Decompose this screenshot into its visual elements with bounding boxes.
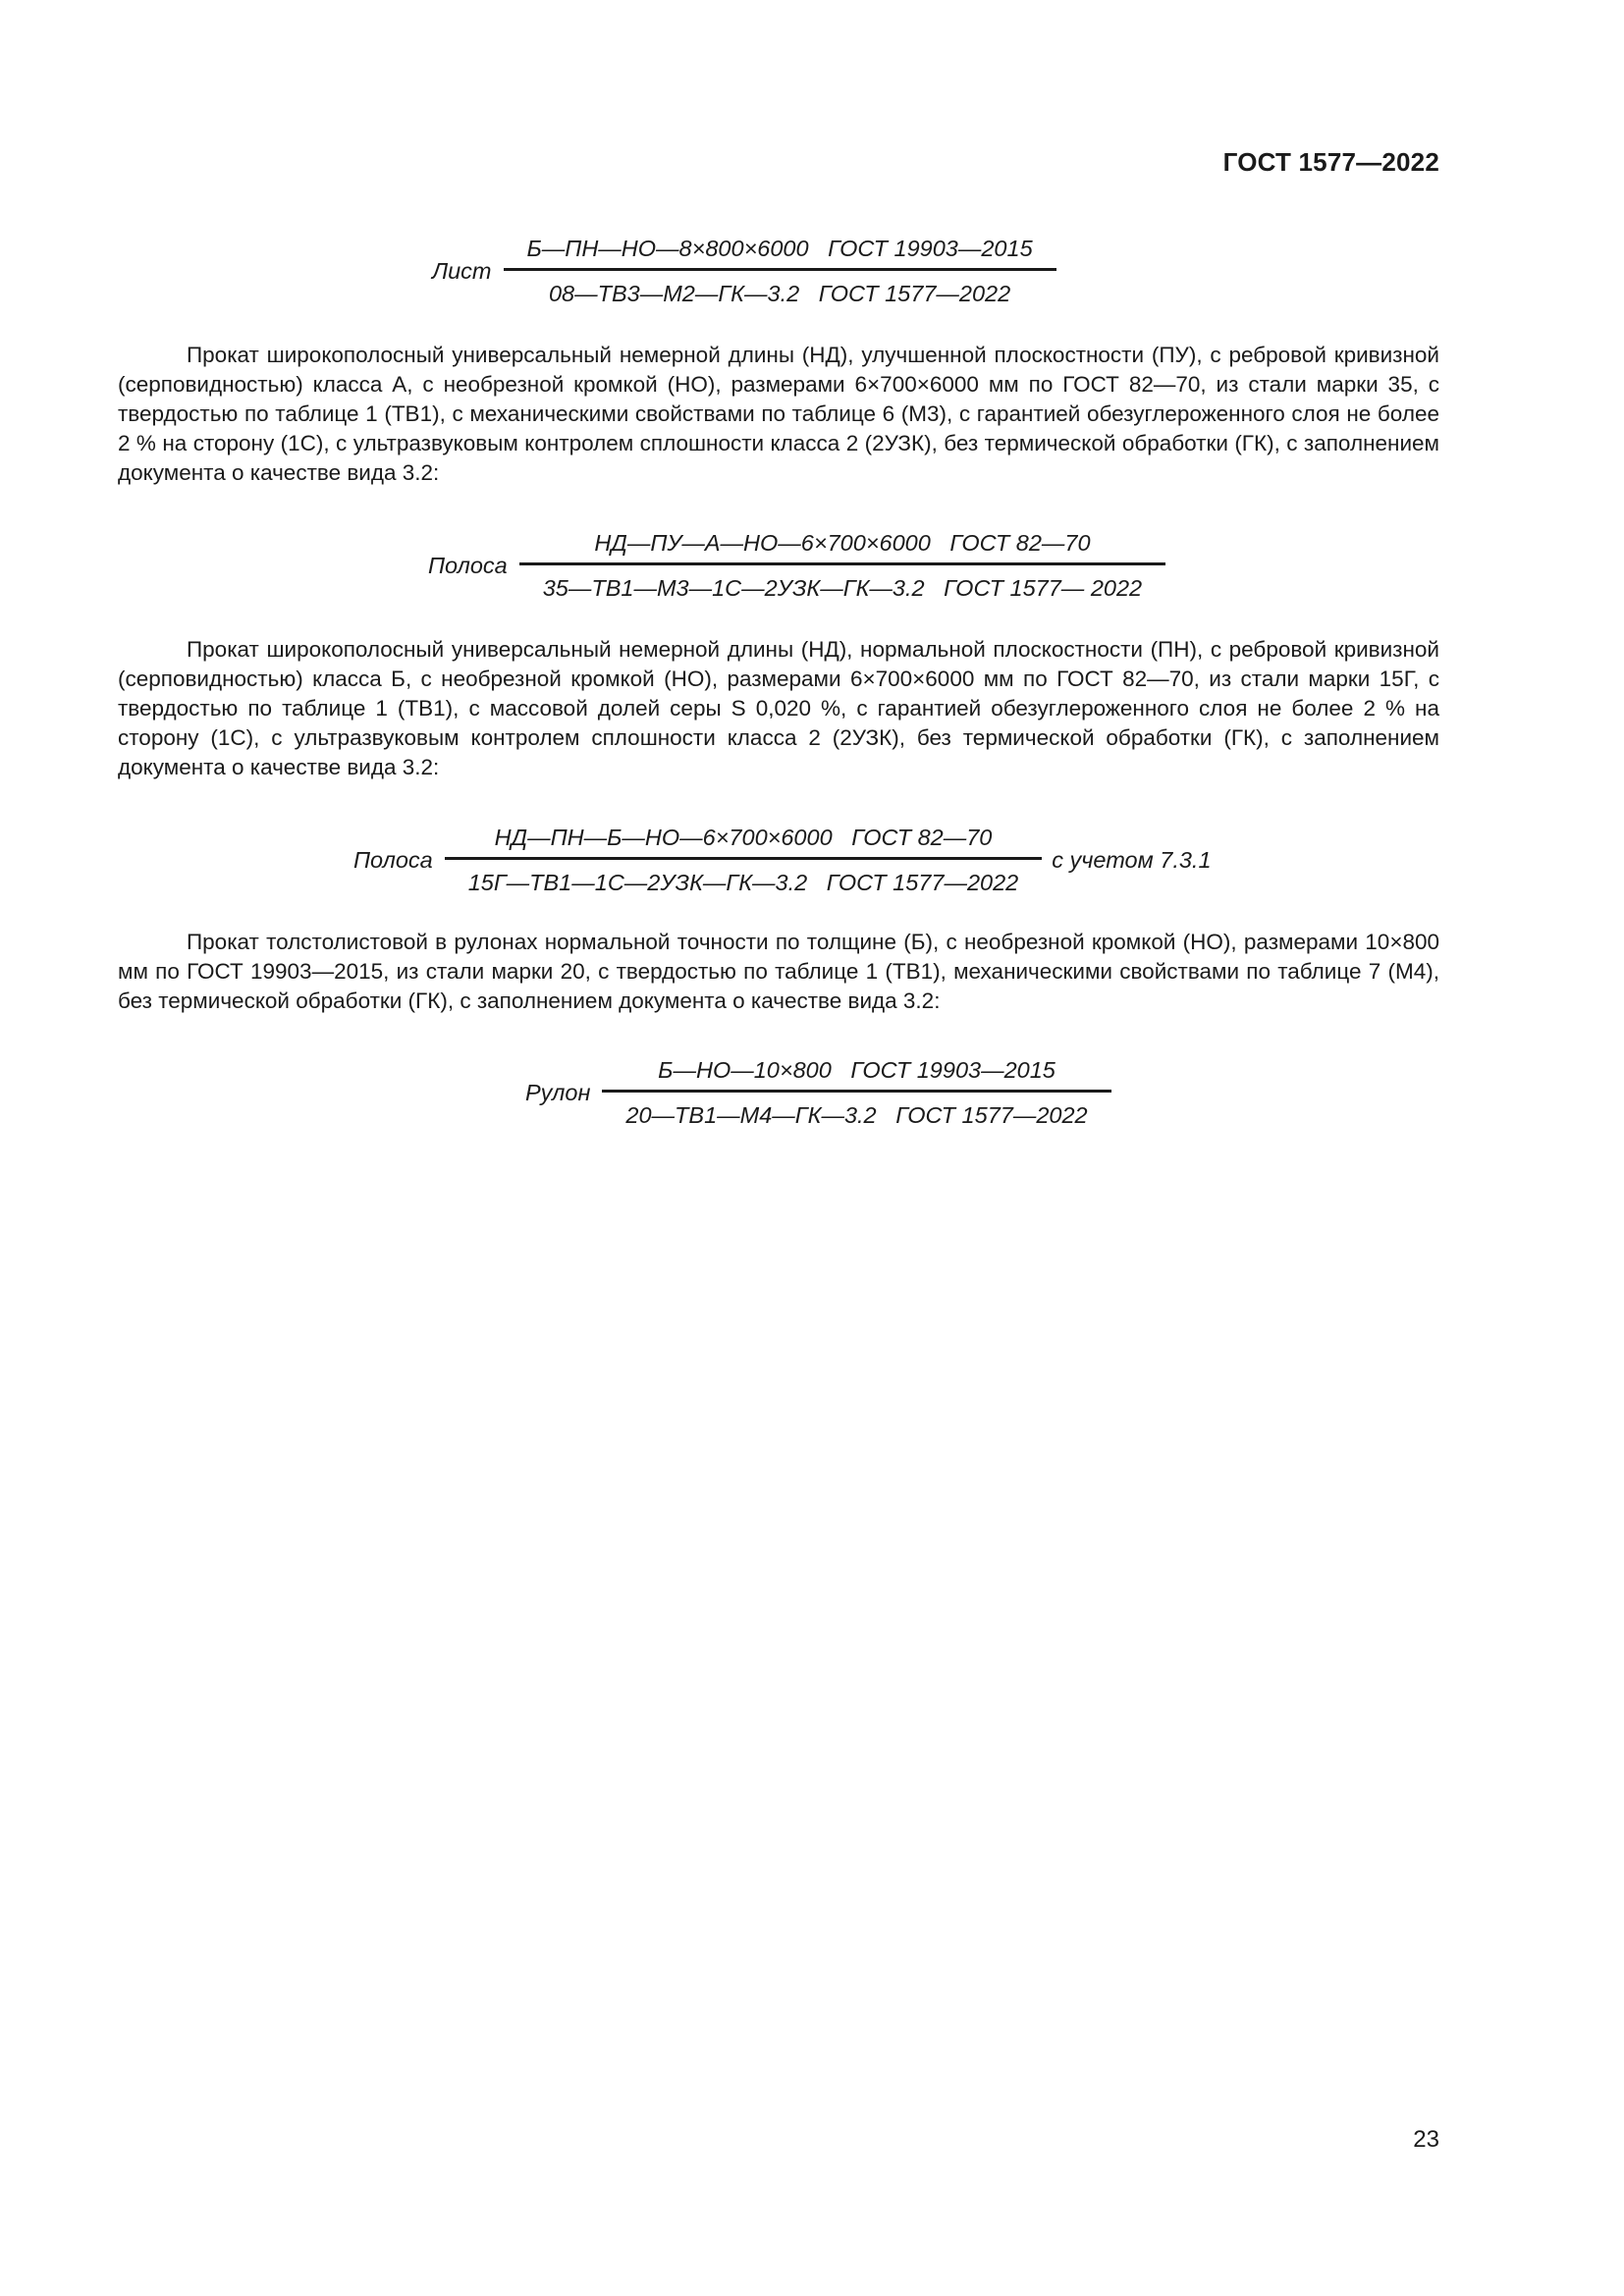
designation-formula-strip-1 [428,530,1165,602]
formula-label: Рулон [525,1079,591,1105]
formula-fraction [519,530,1165,602]
formula-numerator: НД—ПУ—А—НО—6×700×6000 ГОСТ 82—70 [594,530,1091,556]
formula-denominator: 35—ТВ1—М3—1С—2УЗК—ГК—3.2 ГОСТ 1577— 2022 [542,574,1143,601]
formula-denominator: 08—ТВ3—М2—ГК—3.2 ГОСТ 1577—2022 [548,280,1011,306]
formula-label: Полоса [428,552,508,578]
example-paragraph-1: Прокат широкополосный универсальный немерной длины (НД), улучшенной плоскостности (ПУ), с ребровой кривизной (серповидностью) класса А, с необрезной кромкой (НО), размерами 6×700×6000 мм по ГОСТ 82—70, из стали марки 35, с твердостью по таблице 1 (ТВ1), с механическими свойствами по таблице 6 (М3), с гарантией обезуглероженного слоя не более 2 % на сторону (1С), с ультразвуковым контролем сплошности класса 2 (2УЗК), без термической обработки (ГК), с заполнением документа о качестве вида 3.2: [118,343,1439,485]
formula-fraction [504,236,1056,307]
formula-label: Лист [432,257,492,284]
designation-formula-sheet [432,236,1056,307]
formula-numerator: НД—ПН—Б—НО—6×700×6000 ГОСТ 82—70 [494,825,993,850]
designation-formula-strip-2 [353,825,1212,896]
example-paragraph-2: Прокат широкополосный универсальный немерной длины (НД), нормальной плоскостности (ПН), с ребровой кривизной (серповидностью) класса Б, с необрезной кромкой (НО), размерами 6×700×6000 мм по ГОСТ 82—70, из стали марки 15Г, с твердостью по таблице 1 (ТВ1), с массовой долей серы S 0,020 %, с гарантией обезуглероженного слоя не более 2 % на сторону (1С), с ультразвуковым контролем сплошности класса 2 (2УЗК), без термической обработки (ГК), с заполнением документа о качестве вида 3.2: [118,637,1439,779]
page-number: 23 [1413,2126,1439,2153]
formula-denominator: 15Г—ТВ1—1С—2УЗК—ГК—3.2 ГОСТ 1577—2022 [467,869,1019,895]
formula-numerator: Б—НО—10×800 ГОСТ 19903—2015 [658,1057,1056,1083]
formula-fraction [602,1057,1110,1129]
document-header: ГОСТ 1577—2022 [1222,147,1439,177]
designation-formula-coil [525,1057,1111,1129]
formula-denominator: 20—ТВ1—М4—ГК—3.2 ГОСТ 1577—2022 [625,1101,1088,1128]
formula-numerator: Б—ПН—НО—8×800×6000 ГОСТ 19903—2015 [526,236,1033,261]
formula-label: Полоса [353,846,433,873]
formula-suffix: с учетом 7.3.1 [1052,846,1212,873]
example-paragraph-3: Прокат толстолистовой в рулонах нормальной точности по толщине (Б), с необрезной кромкой (НО), размерами 10×800 мм по ГОСТ 19903—2015, из стали марки 20, с твердостью по таблице 1 (ТВ1), механическими свойствами по таблице 7 (М4), без термической обработки (ГК), с заполнением документа о качестве вида 3.2: [118,930,1439,1013]
formula-fraction [445,825,1043,896]
